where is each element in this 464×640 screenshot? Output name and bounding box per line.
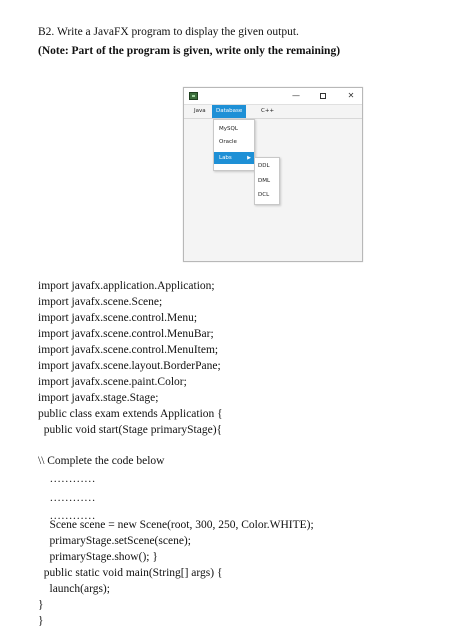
menu-cpp[interactable]: C++ bbox=[261, 108, 275, 114]
code-line: primaryStage.setScene(scene); bbox=[38, 535, 191, 547]
menu-item-oracle[interactable]: Oracle bbox=[219, 139, 237, 145]
submenu-arrow-icon: ▶ bbox=[247, 155, 251, 161]
menu-item-labs[interactable] bbox=[214, 152, 254, 164]
code-line: import javafx.scene.control.MenuItem; bbox=[38, 344, 219, 356]
javafx-app-icon bbox=[189, 92, 198, 100]
code-line: public class exam extends Application { bbox=[38, 408, 223, 420]
minimize-button[interactable]: — bbox=[292, 91, 300, 100]
code-line: public void start(Stage primaryStage){ bbox=[38, 424, 223, 436]
code-line: primaryStage.show(); } bbox=[38, 551, 158, 563]
code-line: import javafx.scene.Scene; bbox=[38, 296, 163, 308]
menu-java[interactable]: Java bbox=[194, 108, 206, 114]
code-placeholder: ………… bbox=[38, 492, 96, 504]
javafx-window bbox=[183, 87, 363, 262]
menu-item-labs-label: Labs bbox=[219, 155, 232, 161]
menu-bar bbox=[184, 105, 362, 119]
code-line: } bbox=[38, 599, 44, 611]
code-line: import javafx.scene.control.MenuBar; bbox=[38, 328, 214, 340]
question-title: B2. Write a JavaFX program to display the given output. bbox=[38, 26, 299, 38]
code-line: Scene scene = new Scene(root, 300, 250, Color.WHITE); bbox=[38, 519, 314, 531]
code-line: } bbox=[38, 615, 44, 627]
database-dropdown bbox=[213, 119, 255, 171]
code-line: import javafx.scene.paint.Color; bbox=[38, 376, 187, 388]
labs-submenu bbox=[254, 157, 280, 205]
code-line: import javafx.stage.Stage; bbox=[38, 392, 159, 404]
close-button[interactable]: ✕ bbox=[347, 91, 355, 100]
maximize-icon bbox=[320, 93, 326, 99]
question-note: (Note: Part of the program is given, write only the remaining) bbox=[38, 45, 341, 57]
maximize-button[interactable] bbox=[316, 90, 330, 102]
menu-item-dml[interactable]: DML bbox=[258, 178, 271, 184]
menu-database[interactable]: Database bbox=[212, 105, 246, 118]
code-line: import javafx.scene.layout.BorderPane; bbox=[38, 360, 221, 372]
menu-item-dcl[interactable]: DCL bbox=[258, 192, 270, 198]
code-line: import javafx.scene.control.Menu; bbox=[38, 312, 198, 324]
code-line: import javafx.application.Application; bbox=[38, 280, 215, 292]
code-line: launch(args); bbox=[38, 583, 110, 595]
code-placeholder: ………… bbox=[38, 473, 96, 485]
code-line: public static void main(String[] args) { bbox=[38, 567, 223, 579]
code-comment: \\ Complete the code below bbox=[38, 455, 165, 467]
window-title-bar bbox=[184, 88, 362, 105]
menu-item-ddl[interactable]: DDL bbox=[258, 163, 270, 169]
code-placeholder: ………… bbox=[38, 510, 96, 522]
menu-item-mysql[interactable]: MySQL bbox=[219, 126, 238, 132]
